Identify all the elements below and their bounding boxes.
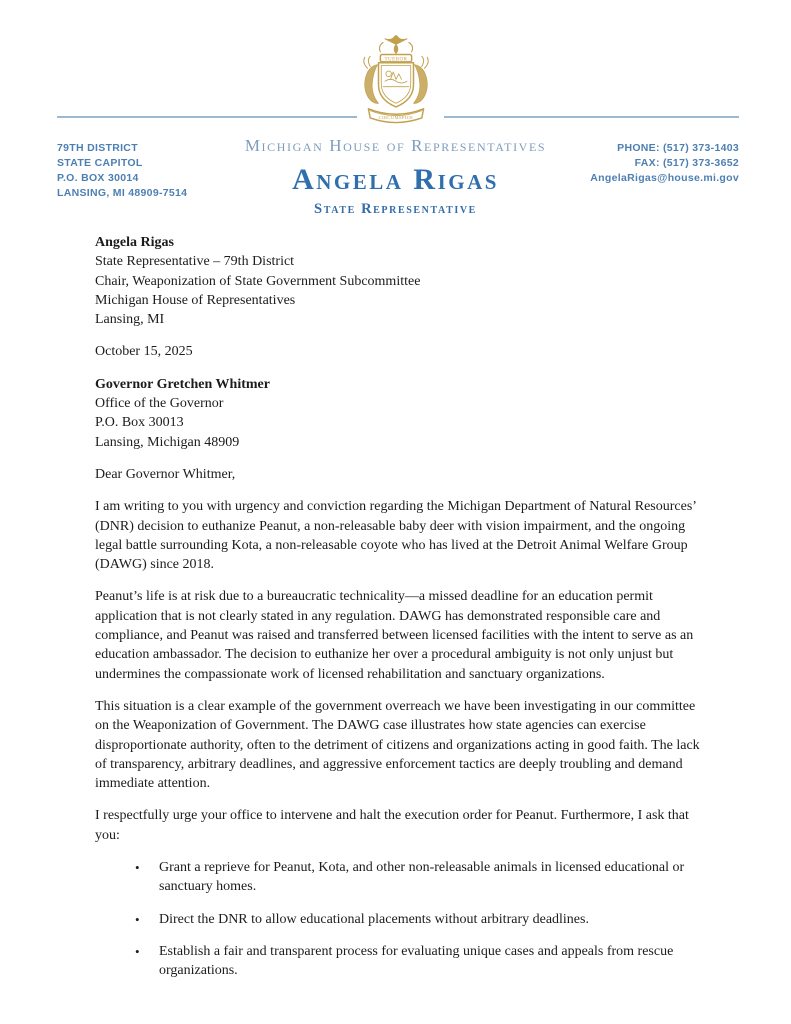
recipient-block — [95, 375, 707, 452]
fax-line: FAX: (517) 373-3652 — [634, 157, 739, 169]
paragraph-intro: I am writing to you with urgency and conviction regarding the Michigan Department of Natural Resources’ (DNR) decision to euthanize Peanut, a non-releasable baby deer with vision impairment, and the ongoing legal battle surrounding Kota, a non-releasable coyote who has lived at the Detroit Animal Welfare Group (DAWG) since 2018. — [95, 499, 696, 573]
city-zip-line: LANSING, MI 48909-7514 — [57, 187, 188, 199]
phone-line: PHONE: (517) 373-1403 — [617, 142, 739, 154]
organization-name: Michigan House of Representatives — [244, 136, 547, 155]
bullet-text: Direct the DNR to allow educational placements without arbitrary deadlines. — [159, 911, 589, 927]
letter-date: October 15, 2025 — [95, 344, 193, 360]
capitol-line: STATE CAPITOL — [57, 157, 143, 169]
svg-text:TUEBOR: TUEBOR — [384, 56, 407, 63]
po-box-line: P.O. BOX 30014 — [57, 172, 139, 184]
sender-block — [95, 233, 707, 329]
sender-title-line: State Representative – 79th District — [95, 254, 295, 270]
recipient-name: Governor Gretchen Whitmer — [95, 376, 270, 392]
sender-name: Angela Rigas — [95, 235, 174, 250]
sender-city-line: Lansing, MI — [95, 312, 165, 328]
sender-org-line: Michigan House of Representatives — [95, 292, 296, 308]
michigan-state-seal-icon — [350, 30, 442, 136]
bullet-item — [95, 942, 707, 981]
paragraph-peanut-risk: Peanut’s life is at risk due to a bureaucratic technicality—a missed deadline for an education permit application that is not clearly stated in any regulation. DAWG has demonstrated responsible care and compliance, and Peanut was raised and transferred between licensed facilities with the intent to serve as an education ambassador. The decision to euthanize her over a procedural ambiguity is not only unjust but undermines the compassionate work of licensed rehabilitation and sanctuary organizations. — [95, 589, 694, 682]
svg-text:CIRCUMSPICE: CIRCUMSPICE — [378, 114, 413, 120]
bullet-icon: • — [135, 911, 140, 927]
paragraph-overreach: This situation is a clear example of the government overreach we have been investigating in our committee on the Weaponization of Government. The DAWG case illustrates how state agencies can exercise disproportionate authority, often to the detriment of citizens and organizations acting in good faith. The lack of transparency, arbitrary deadlines, and aggressive enforcement tactics are deeply troubling and demand immediate attention. — [95, 698, 700, 792]
request-bullet-list — [95, 858, 707, 980]
bullet-text: Establish a fair and transparent process for evaluating unique cases and appeals from rescue organizations. — [159, 943, 674, 979]
representative-title: State Representative — [314, 201, 477, 217]
paragraph-request: I respectfully urge your office to intervene and halt the execution order for Peanut. Furthermore, I ask that you: — [95, 808, 689, 843]
bullet-icon: • — [135, 943, 140, 959]
recipient-city-line: Lansing, Michigan 48909 — [95, 434, 240, 450]
bullet-text: Grant a reprieve for Peanut, Kota, and other non-releasable animals in licensed educational or sanctuary homes. — [159, 860, 685, 895]
header-rule-left — [57, 116, 357, 118]
letter-body — [95, 233, 707, 994]
sender-chair-line: Chair, Weaponization of State Government Subcommittee — [95, 273, 421, 289]
recipient-po-box-line: P.O. Box 30013 — [95, 415, 184, 431]
contact-block — [590, 141, 739, 186]
bullet-icon: • — [135, 860, 140, 876]
header-rule-right — [444, 116, 739, 118]
representative-name: Angela Rigas — [292, 163, 499, 196]
district-line: 79TH DISTRICT — [57, 142, 138, 154]
recipient-office-line: Office of the Governor — [95, 396, 224, 412]
email-address: AngelaRigas@house.mi.gov — [590, 172, 739, 184]
salutation: Dear Governor Whitmer, — [95, 466, 236, 482]
bullet-item — [95, 910, 707, 929]
bullet-item — [95, 858, 707, 897]
